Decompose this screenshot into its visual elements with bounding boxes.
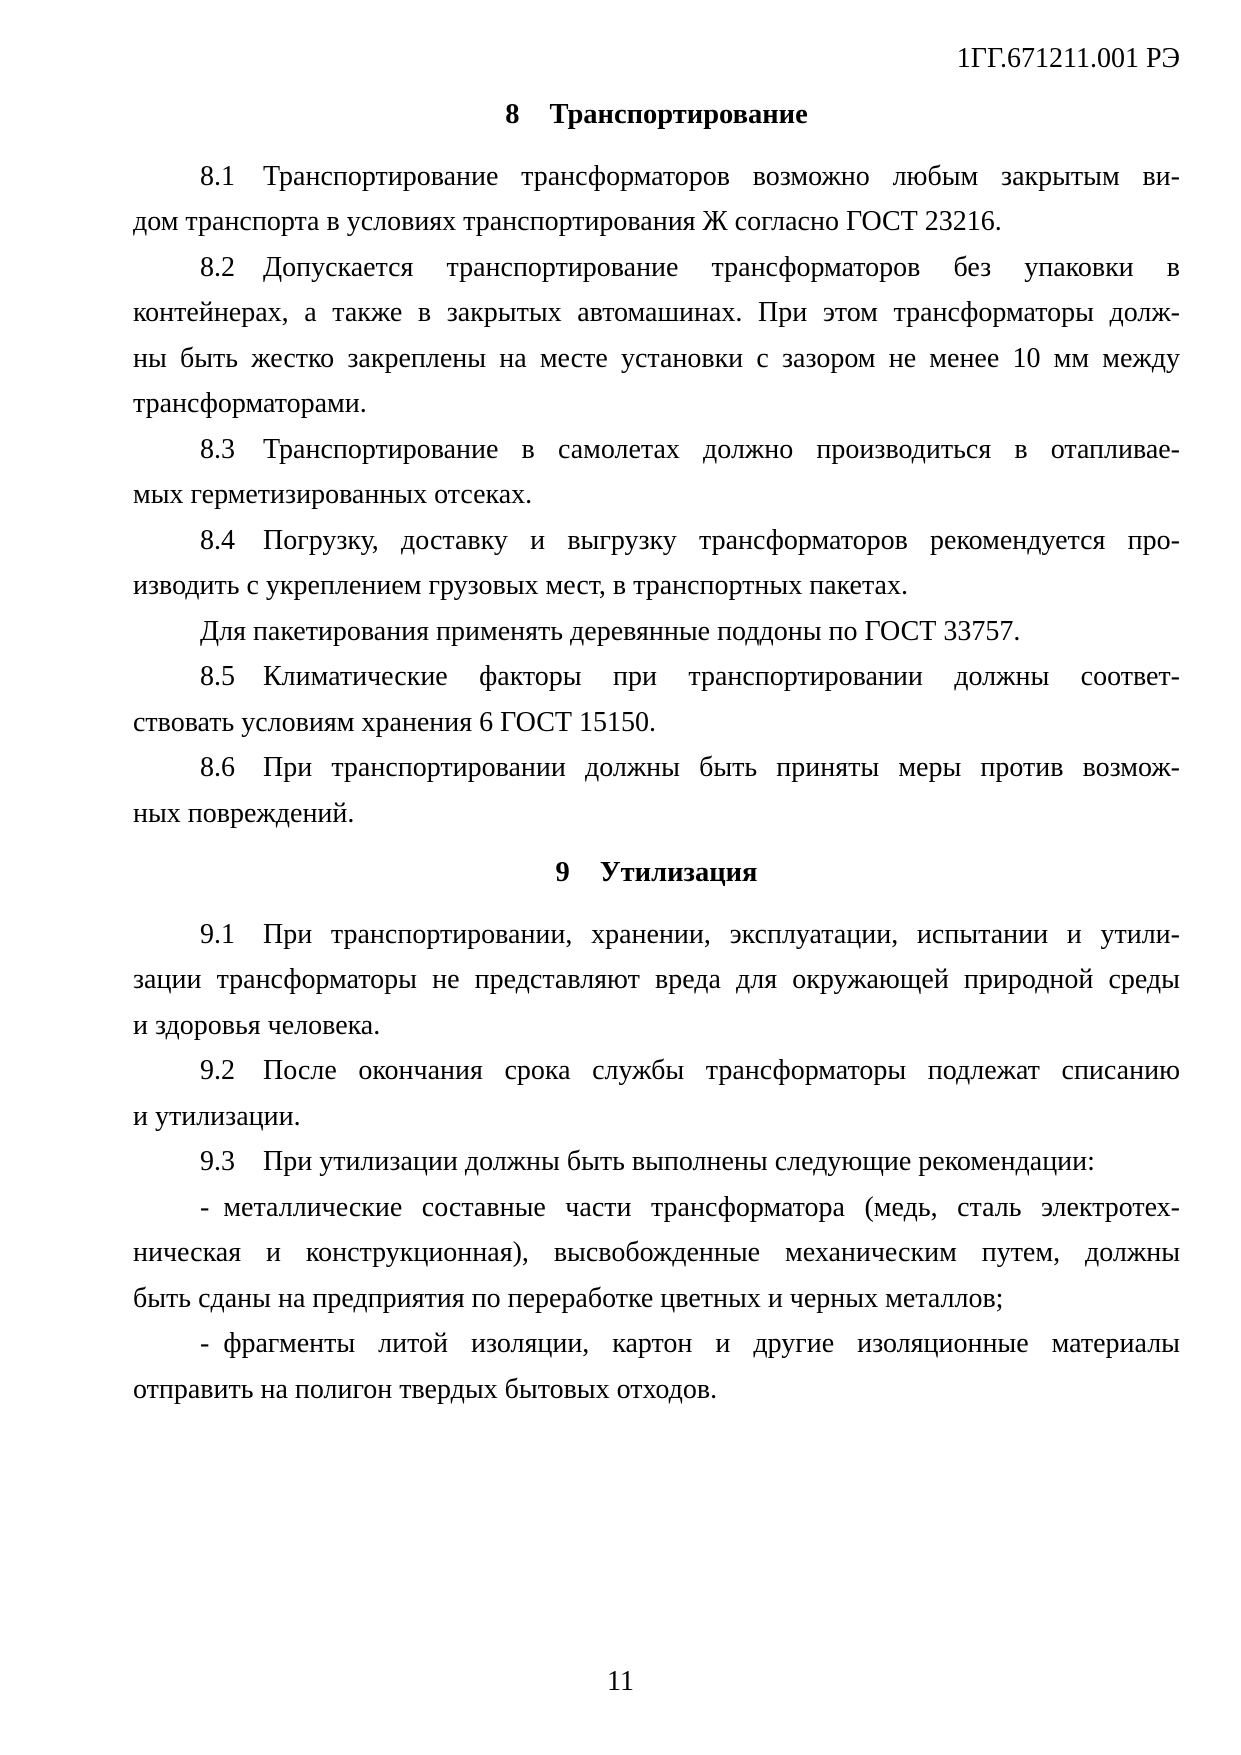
paragraph: [133, 654, 1180, 745]
section-title: Утилизация: [599, 857, 758, 888]
text-line: трансформаторами.: [133, 388, 367, 419]
page-number: 11: [607, 1666, 634, 1697]
text-line: и утилизации.: [133, 1100, 301, 1132]
text-line: отправить на полигон твердых бытовых отходов.: [133, 1373, 718, 1405]
text-line: быть сданы на предприятия по переработке цветных и черных металлов;: [133, 1282, 1004, 1314]
text-line: ны быть жестко закреплены на месте установки с зазором не менее 10 мм между: [133, 342, 1180, 374]
section-title: Транспортирование: [549, 99, 808, 130]
text-line: изводить с укреплением грузовых мест, в транспортных пакетах.: [133, 570, 908, 601]
paragraph: [133, 912, 1180, 1049]
text-line: 8.6 При транспортировании должны быть приняты меры против возмож-: [200, 752, 1180, 783]
section-number: 8: [505, 99, 520, 130]
paragraph: [133, 1321, 1180, 1412]
text-line: зации трансформаторы не представляют вреда для окружающей природной среды: [133, 964, 1180, 995]
text-line: ствовать условиям хранения 6 ГОСТ 15150.: [133, 706, 656, 738]
paragraph: [133, 1185, 1180, 1322]
text-line: 8.1 Транспортирование трансформаторов возможно любым закрытым ви-: [200, 160, 1180, 192]
text-line: 9.3 При утилизации должны быть выполнены следующие рекомендации:: [200, 1146, 1095, 1177]
paragraph: [133, 1139, 1180, 1185]
paragraph: [133, 427, 1180, 518]
paragraph: [133, 745, 1180, 836]
paragraph: [133, 1048, 1180, 1139]
section-number: 9: [555, 857, 570, 888]
text-line: 8.3 Транспортирование в самолетах должно производиться в отапливае-: [200, 433, 1180, 465]
section: [133, 850, 1180, 1412]
text-line: контейнерах, а также в закрытых автомашинах. При этом трансформаторы долж-: [133, 297, 1180, 328]
text-line: Для пакетирования применять деревянные поддоны по ГОСТ 33757.: [200, 615, 1021, 647]
text-line: 9.1 При транспортировании, хранении, эксплуатации, испытании и утили-: [200, 918, 1180, 950]
text-line: мых герметизированных отсеках.: [133, 479, 533, 510]
text-line: - фрагменты литой изоляции, картон и другие изоляционные материалы: [200, 1328, 1180, 1359]
text-line: - металлические составные части трансформатора (медь, сталь электротех-: [200, 1191, 1180, 1223]
document-body: [133, 92, 1180, 1412]
text-line: 9.2 После окончания срока службы трансформаторы подлежат списанию: [200, 1055, 1180, 1086]
section-heading: [133, 850, 1180, 896]
section: [133, 92, 1180, 836]
text-line: ных повреждений.: [133, 797, 355, 829]
text-line: дом транспорта в условиях транспортирования Ж согласно ГОСТ 23216.: [133, 206, 1002, 237]
text-line: 8.5 Климатические факторы при транспортировании должны соответ-: [200, 661, 1180, 692]
paragraph: [133, 518, 1180, 609]
text-line: и здоровья человека.: [133, 1009, 381, 1041]
paragraph: [133, 245, 1180, 427]
doc-number: 1ГГ.671211.001 РЭ: [956, 43, 1180, 74]
paragraph: [133, 609, 1180, 655]
section-heading: [133, 92, 1180, 138]
text-line: ническая и конструкционная), высвобожденные механическим путем, должны: [133, 1237, 1180, 1268]
text-line: 8.2 Допускается транспортирование трансформаторов без упаковки в: [200, 251, 1180, 283]
paragraph: [133, 154, 1180, 245]
text-line: 8.4 Погрузку, доставку и выгрузку трансформаторов рекомендуется про-: [200, 524, 1180, 556]
